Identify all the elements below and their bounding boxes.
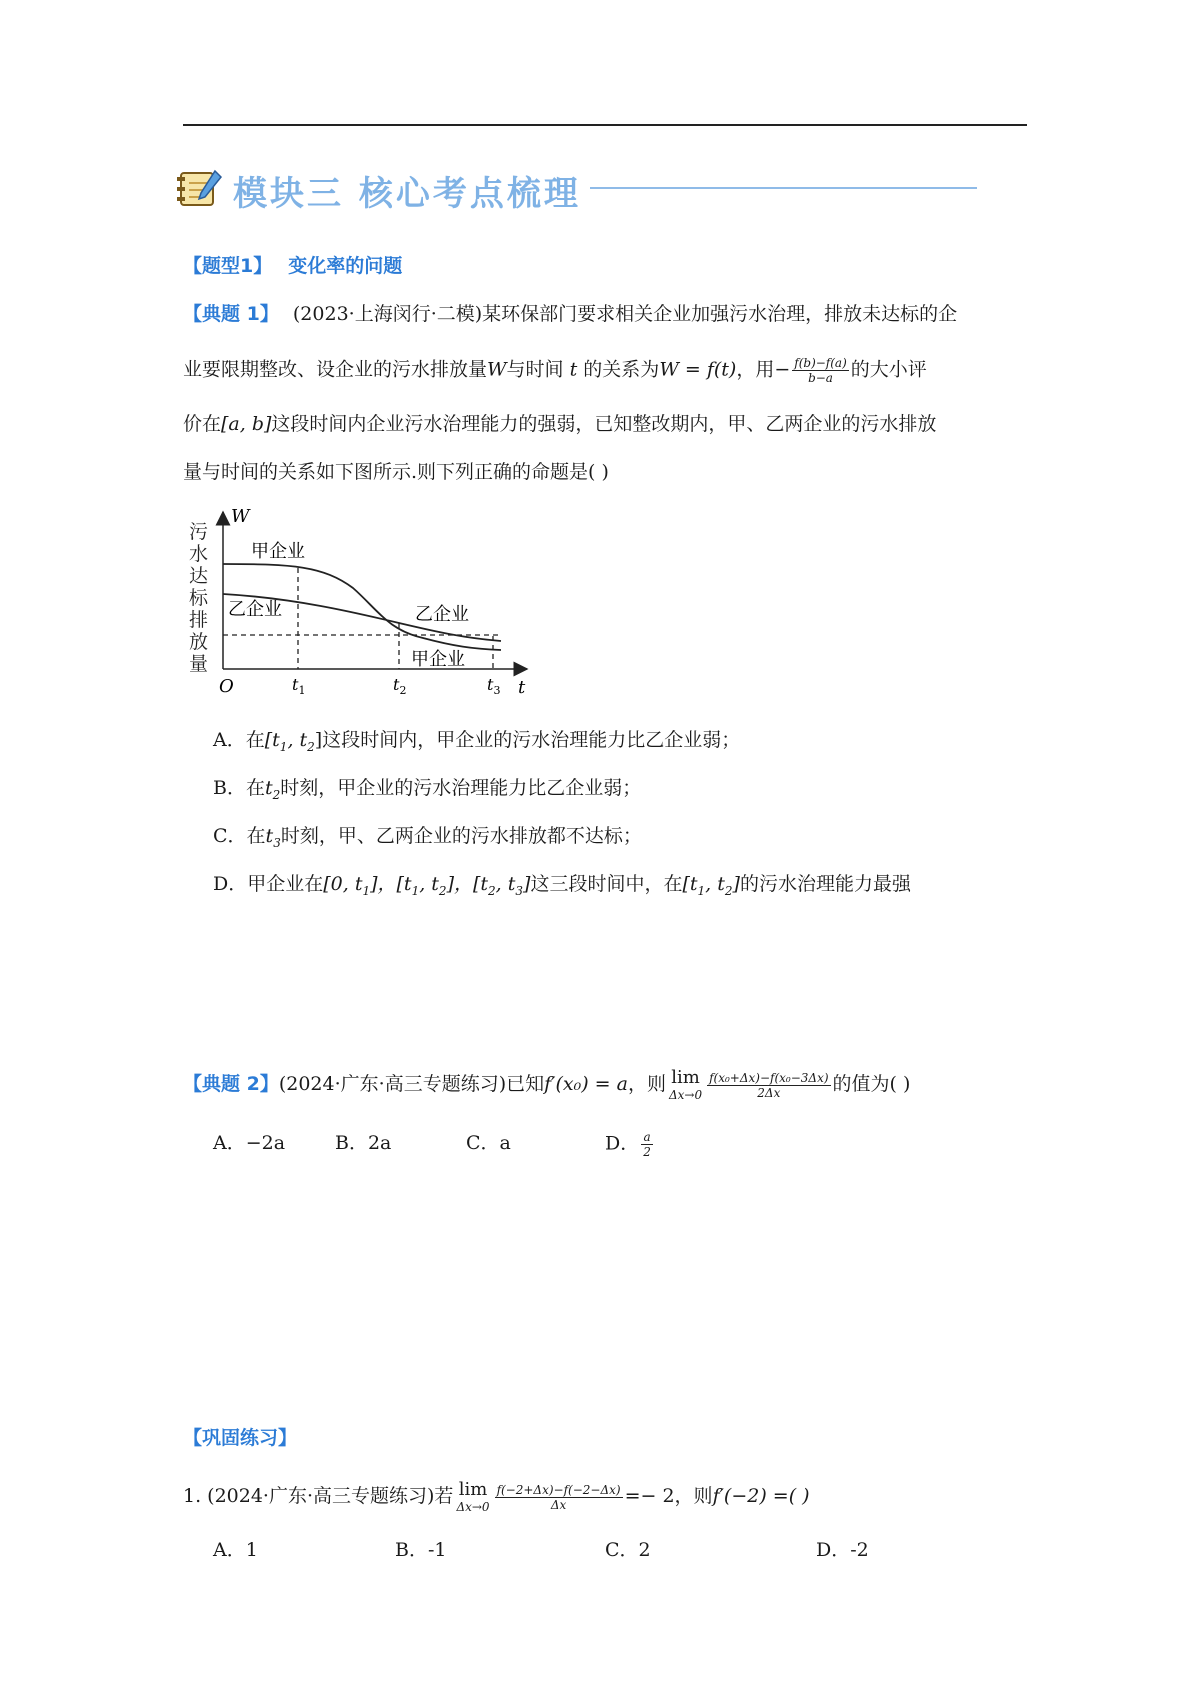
ylabel-char: 排: [189, 609, 209, 631]
ylabel-char: 标: [189, 587, 209, 609]
emission-graph: [183, 508, 533, 708]
example1-text2a: 业要限期整改、设企业的污水排放量: [183, 358, 488, 381]
label-yi-left: 乙企业: [228, 599, 282, 620]
example2-end: 的值为( ): [832, 1073, 911, 1095]
option-c-label: C．在: [213, 825, 266, 847]
ylabel-char: 达: [189, 565, 209, 587]
w-axis-label: W: [231, 508, 250, 527]
option-d-label: D．甲企业在: [213, 873, 324, 895]
option-b-text: 时刻，甲企业的污水治理能力比乙企业弱；: [280, 777, 642, 799]
example1-text2e: 的大小评: [850, 358, 927, 381]
tick-t2: $t_2$: [393, 675, 407, 697]
example2-option-c: C．a: [466, 1132, 511, 1154]
practice-option-d: D．-2: [816, 1539, 869, 1561]
example2-option-d-fraction: [641, 1130, 653, 1159]
type-heading: [183, 253, 402, 279]
origin-label: O: [219, 676, 234, 697]
label-jia-bottom: 甲企业: [411, 649, 465, 670]
limit-under: Δx→0: [668, 1088, 703, 1102]
practice-equation: =− 2，则: [624, 1485, 713, 1507]
practice-q1-prefix: 1. (2024·广东·高三专题练习)若: [183, 1485, 454, 1507]
example1-tag: 【典题 1】: [183, 303, 279, 325]
example1-text3b: 这段时间内企业污水治理能力的强弱，已知整改期内，甲、乙两企业的污水排放: [271, 413, 937, 435]
option-a-label: A．在: [213, 729, 265, 751]
var-w: W: [487, 358, 507, 381]
module-heading: [175, 165, 581, 215]
y-axis-label: [189, 521, 209, 675]
fraction-numerator: f(x₀+Δx)−f(x₀−3Δx): [709, 1070, 829, 1085]
fraction-numerator: a: [641, 1130, 653, 1145]
ylabel-char: 放: [189, 631, 209, 653]
interval-ab: [a, b]: [221, 413, 272, 435]
example1-text3a: 价在: [183, 413, 222, 435]
fraction-denominator: b−a: [808, 371, 833, 385]
type-title: 变化率的问题: [288, 255, 403, 277]
example2-line: [183, 1068, 910, 1102]
example2-fraction: [707, 1071, 830, 1100]
option-a-text: ]这段时间内，甲企业的污水治理能力比乙企业弱；: [314, 729, 741, 751]
option-b: [213, 775, 641, 808]
fraction-numerator: f(−2+Δx)−f(−2−Δx): [496, 1482, 621, 1497]
ylabel-char: 水: [189, 543, 209, 565]
practice-option-a: A．1: [213, 1539, 258, 1561]
example1-line4: 量与时间的关系如下图所示.则下列正确的命题是( ): [183, 461, 609, 483]
practice-fraction: [495, 1483, 623, 1512]
example2-option-d: [605, 1130, 655, 1159]
example1-line3: [183, 411, 936, 437]
option-d: [213, 871, 911, 904]
example1-text2d: ，用−: [736, 358, 791, 381]
header-rule: [183, 124, 1027, 126]
limit-symbol: lim Δx→0: [456, 1479, 490, 1514]
fraction-denominator: 2Δx: [757, 1085, 781, 1100]
rate-fraction: [792, 356, 849, 385]
practice-tag: 【巩固练习】: [183, 1427, 298, 1449]
example2-condition: f′(x₀) = a: [544, 1073, 628, 1095]
practice-option-c: C．2: [605, 1539, 651, 1561]
ylabel-char: 污: [189, 521, 209, 543]
practice-option-b: B．-1: [395, 1539, 447, 1561]
option-a: [213, 727, 740, 760]
equation-w-ft: W = f(t): [659, 358, 737, 381]
example2-source: (2024·广东·高三专题练习)已知: [278, 1073, 545, 1095]
t-axis-label: t: [518, 677, 526, 698]
option-d-intervals: [0, $t_1$]，[$t_1$, $t_2$]，[$t_2$, $t_3$]: [323, 873, 531, 898]
option-c: [213, 823, 642, 856]
module-rule: [590, 187, 977, 189]
example2-tag: 【典题 2】: [183, 1073, 279, 1095]
example1-source: (2023·上海闵行·二模): [292, 303, 483, 325]
example2-option-b: B．2a: [335, 1132, 392, 1154]
type-tag: 【题型1】: [183, 255, 273, 277]
example1-line2: [183, 356, 927, 385]
limit-symbol: lim Δx→0: [668, 1067, 703, 1102]
fraction-numerator: f(b)−f(a): [794, 356, 847, 370]
example2-mid: ，则: [627, 1073, 666, 1095]
option-a-interval: [$t_1$, $t_2$: [264, 729, 315, 754]
example1-text2c: 的关系为: [583, 358, 660, 381]
option-b-label: B．在: [213, 777, 265, 799]
example2-option-d-label: D．: [605, 1132, 640, 1155]
ylabel-char: 量: [189, 653, 209, 675]
example1-text1: 某环保部门要求相关企业加强污水治理，排放未达标的企: [482, 303, 958, 325]
module-title: 模块三 核心考点梳理: [233, 173, 581, 214]
option-d-interval-best: [$t_1$, $t_2$]: [682, 873, 740, 898]
example1-text2b: 与时间: [506, 358, 564, 381]
tick-t1: $t_1$: [292, 675, 306, 697]
option-c-time: $t_3$: [265, 825, 281, 850]
notebook-pencil-icon: [175, 167, 223, 213]
label-jia-top: 甲企业: [251, 541, 305, 562]
tick-t3: $t_3$: [487, 675, 501, 697]
practice-q1: [183, 1480, 810, 1514]
example1-line1: [183, 301, 957, 327]
option-d-text2: 的污水治理能力最强: [739, 873, 911, 895]
option-b-time: $t_2$: [264, 777, 281, 802]
option-c-text: 时刻，甲、乙两企业的污水排放都不达标；: [280, 825, 642, 847]
option-d-text1: 这三段时间中，在: [530, 873, 683, 895]
fraction-denominator: 2: [643, 1145, 651, 1159]
practice-ask: f′(−2) =( ): [712, 1485, 810, 1507]
var-t: t: [569, 358, 578, 381]
fraction-denominator: Δx: [550, 1497, 567, 1512]
example2-option-a: A．−2a: [213, 1132, 286, 1154]
limit-under: Δx→0: [456, 1500, 490, 1514]
label-yi-right: 乙企业: [415, 604, 469, 625]
